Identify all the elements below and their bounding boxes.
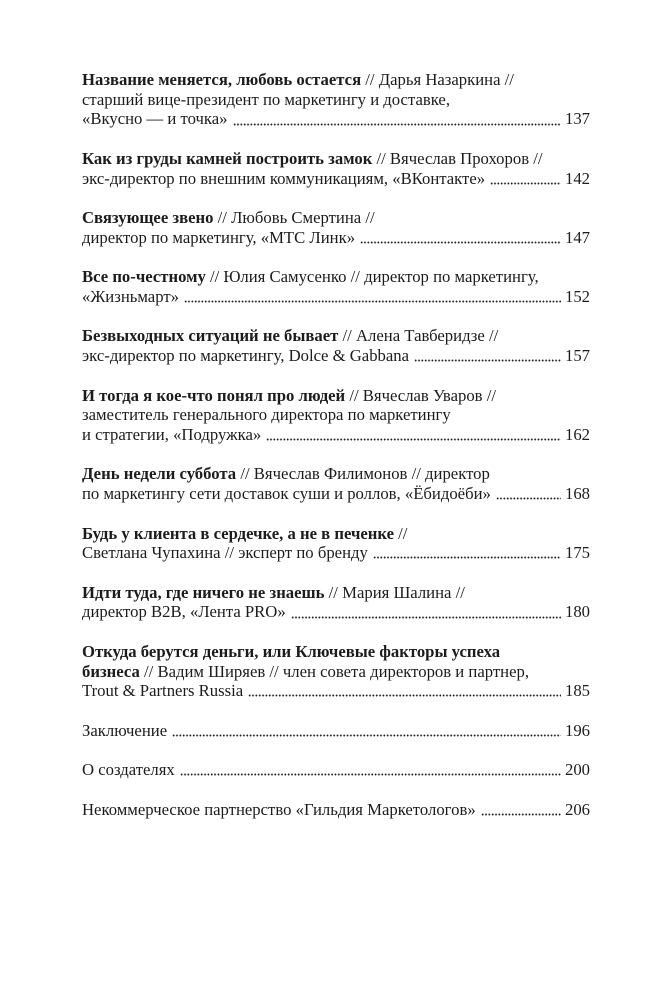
toc-entry bbox=[82, 267, 590, 306]
chapter-title: Связующее звено bbox=[82, 208, 214, 228]
page-number: 175 bbox=[564, 543, 590, 563]
section-title: О создателях bbox=[82, 760, 175, 780]
dot-leader bbox=[172, 721, 561, 741]
toc-line bbox=[82, 425, 590, 445]
dot-leader bbox=[373, 543, 561, 563]
table-of-contents bbox=[82, 70, 590, 839]
dot-leader bbox=[414, 346, 561, 366]
toc-line bbox=[82, 208, 590, 228]
contributor-info: // Дарья Назаркина // bbox=[365, 70, 514, 89]
toc-entry bbox=[82, 800, 590, 820]
contributor-info: «Вкусно — и точка» bbox=[82, 109, 228, 129]
dot-leader bbox=[184, 287, 561, 307]
page-number: 196 bbox=[564, 720, 590, 740]
toc-entry bbox=[82, 149, 590, 188]
chapter-title: Безвыходных ситуаций не бывает bbox=[82, 326, 339, 346]
page-number: 162 bbox=[564, 424, 590, 444]
toc-line bbox=[82, 464, 590, 484]
toc-line bbox=[82, 287, 590, 307]
contributor-info: // Вячеслав Филимонов // директор bbox=[240, 464, 490, 484]
toc-entry bbox=[82, 642, 590, 701]
toc-line bbox=[82, 386, 590, 406]
chapter-title: бизнеса bbox=[82, 661, 140, 681]
contributor-info: экс-директор по внешним коммуникациям, «ВКонтакте» bbox=[82, 168, 486, 188]
dot-leader bbox=[180, 760, 561, 780]
contributor-info: по маркетингу сети доставок суши и роллов, «Ёбидоёби» bbox=[82, 484, 491, 504]
toc-entry bbox=[82, 721, 590, 741]
toc-entry bbox=[82, 583, 590, 622]
dot-leader bbox=[490, 169, 561, 189]
toc-line bbox=[82, 169, 590, 189]
chapter-title: И тогда я кое-что понял про людей bbox=[82, 385, 346, 405]
toc-entry bbox=[82, 326, 590, 365]
contributor-info: директор по маркетингу, «МТС Линк» bbox=[82, 227, 356, 247]
contributor-info: // Любовь Смертина // bbox=[217, 208, 375, 228]
contributor-info: старший вице-президент по маркетингу и доставке, bbox=[82, 89, 451, 109]
toc-entry bbox=[82, 760, 590, 780]
chapter-title: Откуда берутся деньги, или Ключевые факторы успеха bbox=[82, 641, 501, 661]
page-number: 200 bbox=[564, 760, 590, 780]
contributor-info: и стратегии, «Подружка» bbox=[82, 424, 262, 444]
section-title: Некоммерческое партнерство «Гильдия Маркетологов» bbox=[82, 799, 476, 819]
toc-entry bbox=[82, 70, 590, 129]
dot-leader bbox=[233, 109, 561, 129]
toc-line bbox=[82, 681, 590, 701]
toc-line bbox=[82, 602, 590, 622]
dot-leader bbox=[481, 800, 561, 820]
page-number: 152 bbox=[564, 286, 590, 306]
contributor-info: // bbox=[398, 523, 408, 543]
contributor-info: // Вячеслав Прохоров // bbox=[376, 148, 543, 168]
toc-line bbox=[82, 484, 590, 504]
toc-line bbox=[82, 326, 590, 346]
chapter-title: Как из груды камней построить замок bbox=[82, 148, 373, 168]
page-number: 137 bbox=[564, 109, 590, 129]
contributor-info: заместитель генерального директора по маркетингу bbox=[82, 405, 451, 425]
page-number: 168 bbox=[564, 484, 590, 504]
dot-leader bbox=[291, 602, 561, 622]
chapter-title: Будь у клиента в сердечке, а не в печенке bbox=[82, 523, 394, 543]
toc-line bbox=[82, 583, 590, 603]
chapter-title: День недели суббота bbox=[82, 464, 237, 484]
chapter-title: Идти туда, где ничего не знаешь bbox=[82, 582, 325, 602]
toc-line bbox=[82, 642, 590, 662]
toc-line bbox=[82, 524, 590, 544]
contributor-info: Trout & Partners Russia bbox=[82, 681, 244, 701]
toc-line bbox=[82, 149, 590, 169]
page-number: 142 bbox=[564, 168, 590, 188]
page-number: 157 bbox=[564, 346, 590, 366]
toc-line bbox=[82, 70, 590, 90]
toc-entry bbox=[82, 524, 590, 563]
chapter-title: Все по-честному bbox=[82, 267, 206, 287]
contributor-info: директор B2B, «Лента PRO» bbox=[82, 602, 286, 622]
dot-leader bbox=[496, 484, 561, 504]
contributor-info: // Юлия Самусенко // директор по маркетингу, bbox=[209, 267, 539, 287]
toc-line bbox=[82, 800, 590, 820]
toc-line bbox=[82, 228, 590, 248]
contributor-info: Светлана Чупахина // эксперт по бренду bbox=[82, 543, 368, 563]
dot-leader bbox=[360, 228, 561, 248]
toc-line bbox=[82, 267, 590, 287]
toc-line bbox=[82, 109, 590, 129]
contributor-info: // Вадим Ширяев // член совета директоров и партнер, bbox=[144, 661, 530, 681]
contributor-info: // Мария Шалина // bbox=[328, 582, 465, 602]
toc-entry bbox=[82, 464, 590, 503]
contributor-info: // Вячеслав Уваров // bbox=[349, 385, 496, 405]
contributor-info: экс-директор по маркетингу, Dolce & Gabbana bbox=[82, 346, 410, 366]
toc-line bbox=[82, 760, 590, 780]
dot-leader bbox=[248, 681, 561, 701]
dot-leader bbox=[266, 425, 561, 445]
page-number: 206 bbox=[564, 799, 590, 819]
contributor-info: «Жизньмарт» bbox=[82, 286, 179, 306]
page-number: 185 bbox=[564, 681, 590, 701]
toc-line bbox=[82, 543, 590, 563]
toc-entry bbox=[82, 386, 590, 445]
toc-line bbox=[82, 90, 590, 110]
section-title: Заключение bbox=[82, 720, 168, 740]
toc-line bbox=[82, 662, 590, 682]
toc-line bbox=[82, 346, 590, 366]
page-number: 180 bbox=[564, 602, 590, 622]
page-number: 147 bbox=[564, 227, 590, 247]
chapter-title: Название меняется, любовь остается bbox=[82, 70, 362, 89]
toc-line bbox=[82, 405, 590, 425]
toc-line bbox=[82, 721, 590, 741]
toc-entry bbox=[82, 208, 590, 247]
contributor-info: // Алена Тавберидзе // bbox=[342, 326, 499, 346]
